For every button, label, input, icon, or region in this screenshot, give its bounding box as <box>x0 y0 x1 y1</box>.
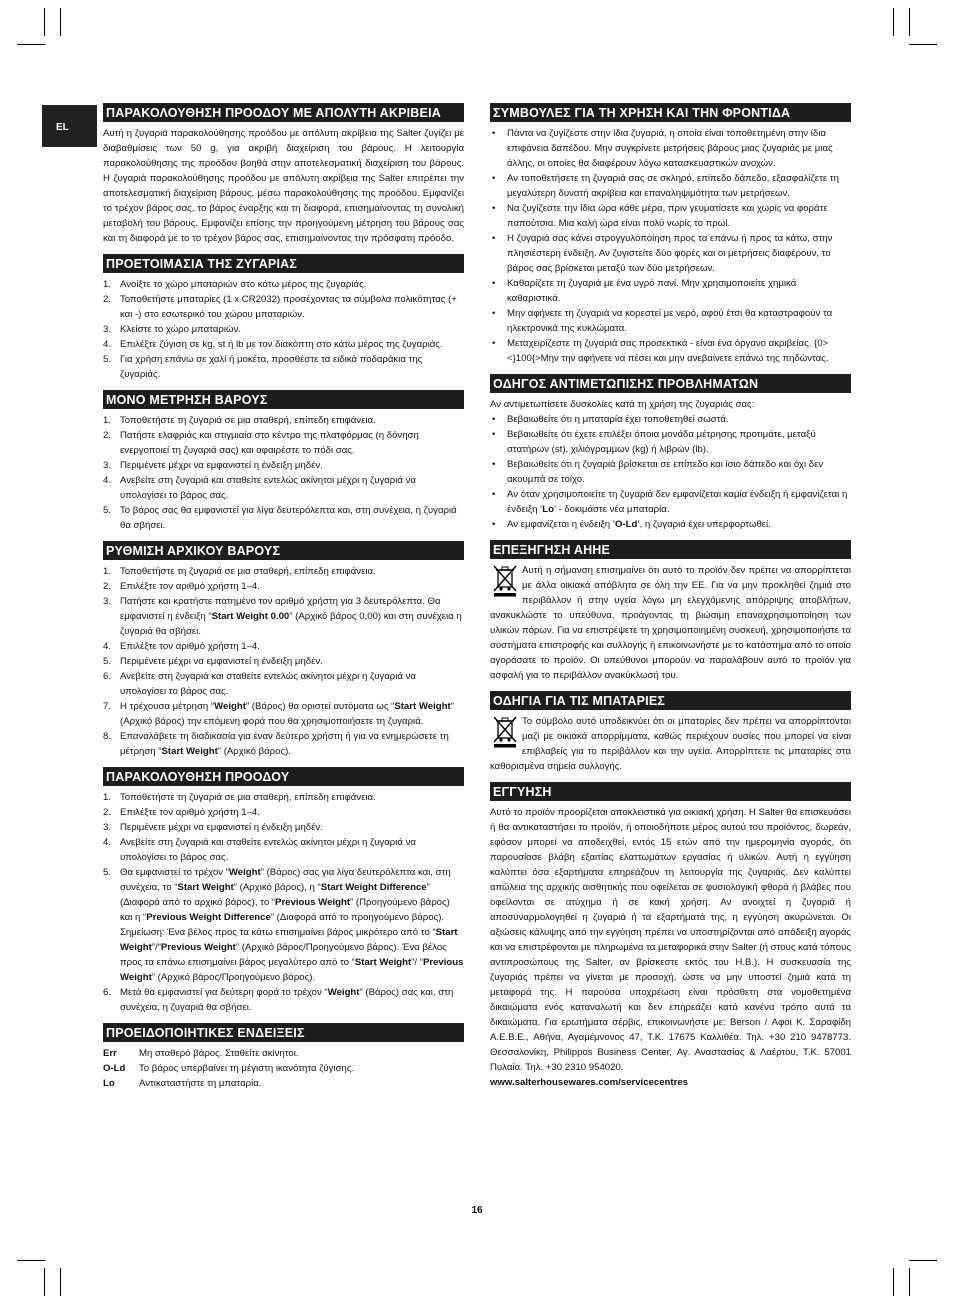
item-number: 2. <box>103 430 112 441</box>
item-text: Αν εμφανίζεται η ένδειξη ‘O-Ld’, η ζυγαριά έχει υπερφορτωθεί. <box>507 519 771 530</box>
list-item <box>490 427 851 457</box>
item-text: Τοποθετήστε τη ζυγαριά σε μια σταθερή, επίπεδη επιφάνεια. <box>120 415 376 426</box>
item-number: 1. <box>103 415 112 426</box>
item-text: Επιλέξτε ζύγιση σε kg, st ή lb με τον διακόπτη στο κάτω μέρος της ζυγαριάς. <box>120 339 443 350</box>
item-number: 5. <box>103 656 112 667</box>
item-text: Τοποθετήστε τη ζυγαριά σε μια σταθερή, επίπεδη επιφάνεια. <box>120 566 376 577</box>
numbered-list <box>103 564 464 759</box>
section-heading: ΠΑΡΑΚΟΛΟΥΘΗΣΗ ΠΡΟΟΔΟΥ ΜΕ ΑΠΟΛΥΤΗ ΑΚΡΙΒΕΙΑ <box>103 103 464 122</box>
right-column <box>490 103 851 1098</box>
item-text: Τοποθετήστε μπαταρίες (1 x CR2032) προσέχοντας τα σύμβολα πολικότητας (+ και -) στο εσωτερικό του χώρου μπαταριών. <box>120 294 457 320</box>
item-text: Ανεβείτε στη ζυγαριά και σταθείτε εντελώς ακίνητοι μέχρι η ζυγαριά να υπολογίσει το βάρος σας. <box>120 671 416 697</box>
list-item <box>103 729 464 759</box>
list-item <box>103 277 464 292</box>
section-heading: ΠΑΡΑΚΟΛΟΥΘΗΣΗ ΠΡΟΟΔΟΥ <box>103 767 464 786</box>
section-heading: ΟΔΗΓΟΣ ΑΝΤΙΜΕΤΩΠΙΣΗΣ ΠΡΟΒΛΗΜΑΤΩΝ <box>490 374 851 393</box>
item-text: Θα εμφανιστεί το τρέχον “Weight” (Βάρος) σας για λίγα δευτερόλεπτα και, στη συνέχεια, το “Start Weight” (Αρχικό βάρος), η “Start Weight Difference” (Διαφορά από το αρχικό βάρος), το “Previous Weight” (Προηγούμενο βάρος) και η “Previous Weight Difference” (Διαφορά από το προηγούμενο βάρος). Σημείωση: Ένα βέλος προς τα κάτω επισημαίνει βάρος μικρότερο από το “Start Weight”/“Previous Weight” (Αρχικό βάρος/Προηγούμενο βάρος). Ένα βέλος προς τα επάνω επισημαίνει βάρος μεγαλύτερο από το “Start Weight”/ “Previous Weight” (Αρχικό βάρος/Προηγούμενο βάρος). <box>120 867 464 983</box>
section-heading: ΕΓΓΥΗΣΗ <box>490 782 851 801</box>
item-text: Μετά θα εμφανιστεί για δεύτερη φορά το τρέχον “Weight” (Βάρος) σας και, στη συνέχεια, η ζυγαριά θα σβήσει. <box>120 987 454 1013</box>
item-text: Για χρήση επάνω σε χαλί ή μοκέτα, προσθέστε τα ειδικά ποδαράκια της ζυγαριάς. <box>120 354 423 380</box>
bullet: • <box>492 459 496 470</box>
bullet: • <box>492 203 496 214</box>
item-number: 1. <box>103 566 112 577</box>
numbered-list <box>103 790 464 1015</box>
item-number: 4. <box>103 837 112 848</box>
bullet: • <box>492 519 496 530</box>
list-item <box>103 352 464 382</box>
section-heading: ΡΥΘΜΙΣΗ ΑΡΧΙΚΟΥ ΒΑΡΟΥΣ <box>103 541 464 560</box>
section-text: Αυτή η σήμανση επισημαίνει ότι αυτό το προϊόν δεν πρέπει να απορρίπτεται με άλλα οικιακά απόβλητα σε όλη την ΕΕ. Για να μην προκληθεί ζημιά στο περιβάλλον ή στην υγεία λόγω μη ελεγχόμενης απόρριψης αποβλήτων, ανακυκλώστε το υπεύθυνα, προάγοντας τη βιώσιμη επαναχρησιμοποίηση των υλικών πόρων. Για να επιστρέψετε τη χρησιμοποιημένη συσκευή, χρησιμοποιήστε τα συστήματα επιστροφής και συλλογής ή επικοινωνήστε με το κατάστημα από το οποίο αγοράσατε το προϊόν. Οι υπεύθυνοι μπορούν να παραλάβουν αυτό το προϊόν για ασφαλή για το περιβάλλον ανακύκλωσή του. <box>490 565 851 681</box>
item-text: Πατήστε και κρατήστε πατημένο τον αριθμό χρήστη για 3 δευτερόλεπτα. Θα εμφανιστεί η ένδειξη “Start Weight 0.00” (Αρχικό βάρος 0,00) και στη συνέχεια η ζυγαριά θα σβήσει. <box>120 596 462 637</box>
section <box>490 782 851 1090</box>
bullet: • <box>492 338 496 349</box>
crop-mark <box>909 1260 937 1261</box>
list-item <box>490 487 851 517</box>
item-text: Περιμένετε μέχρι να εμφανιστεί η ένδειξη μηδέν. <box>120 460 323 471</box>
numbered-list <box>103 277 464 382</box>
item-number: 4. <box>103 641 112 652</box>
crop-mark <box>909 44 937 45</box>
list-item <box>490 412 851 427</box>
item-number: 1. <box>103 279 112 290</box>
list-item <box>103 865 464 985</box>
warning-code: Lo <box>103 1078 115 1089</box>
item-number: 2. <box>103 807 112 818</box>
numbered-list <box>103 413 464 533</box>
section-paragraph <box>490 563 851 683</box>
bullet: • <box>492 489 496 500</box>
item-number: 6. <box>103 987 112 998</box>
item-number: 5. <box>103 505 112 516</box>
warning-code: Err <box>103 1048 117 1059</box>
item-number: 7. <box>103 701 112 712</box>
section <box>103 1023 464 1091</box>
crop-mark <box>17 44 45 45</box>
list-item <box>103 322 464 337</box>
warning-text: Μη σταθερό βάρος. Σταθείτε ακίνητοι. <box>139 1048 299 1059</box>
section-paragraph <box>490 714 851 774</box>
bullet: • <box>492 308 496 319</box>
warning-code: O-Ld <box>103 1063 126 1074</box>
list-item <box>103 337 464 352</box>
section <box>490 103 851 366</box>
item-text: Ανοίξτε το χώρο μπαταριών στο κάτω μέρος της ζυγαριάς. <box>120 279 367 290</box>
service-link[interactable]: www.salterhousewares.com/servicecentres <box>490 1077 689 1088</box>
crop-mark <box>893 8 894 36</box>
bullet: • <box>492 278 496 289</box>
item-text: Καθαρίζετε τη ζυγαριά με ένα υγρό πανί. Μην χρησιμοποιείτε χημικά καθαριστικά. <box>507 278 797 304</box>
item-text: Ανεβείτε στη ζυγαριά και σταθείτε εντελώς ακίνητοι μέχρι η ζυγαριά να υπολογίσει το βάρος σας. <box>120 475 416 501</box>
section <box>103 103 464 246</box>
item-number: 2. <box>103 581 112 592</box>
crop-mark <box>44 8 45 36</box>
section-heading: ΣΥΜΒΟΥΛΕΣ ΓΙΑ ΤΗ ΧΡΗΣΗ ΚΑΙ ΤΗΝ ΦΡΟΝΤΙΔΑ <box>490 103 851 122</box>
item-text: Μεταχειρίζεστε τη ζυγαριά σας προσεκτικά - είναι ένα όργανο ακριβείας. {0><}100{>Μην την αφήνετε να πέσει και μην ανεβαίνετε επάνω της πηδώντας. <box>507 338 829 364</box>
section <box>103 390 464 533</box>
section <box>490 691 851 774</box>
item-text: Τοποθετήστε τη ζυγαριά σε μια σταθερή, επίπεδη επιφάνεια. <box>120 792 376 803</box>
bullet: • <box>492 128 496 139</box>
list-item <box>490 336 851 366</box>
item-text: Πατήστε ελαφριάς και στιγμιαία στο κέντρο της πλατφόρμας (η δόνηση ενεργοποιεί τη ζυγαριά σας) και αφαιρέστε το πόδι σας. <box>120 430 419 456</box>
item-text: Να ζυγίζεστε την ίδια ώρα κάθε μέρα, πριν γευματίσετε και χωρίς να φοράτε παπούτσια. Μια καλή ώρα είναι πολύ νωρίς το πρωί. <box>507 203 828 229</box>
item-text: Επαναλάβετε τη διαδικασία για έναν δεύτερο χρήστη ή για να ενημερώσετε τη μέτρηση “Start Weight” (Αρχικό βάρος). <box>120 731 449 757</box>
item-text: Ανεβείτε στη ζυγαριά και σταθείτε εντελώς ακίνητοι μέχρι η ζυγαριά να υπολογίσει το βάρος σας. <box>120 837 416 863</box>
bullet: • <box>492 414 496 425</box>
list-item <box>103 639 464 654</box>
item-text: Κλείστε το χώρο μπαταριών. <box>120 324 241 335</box>
list-item <box>103 503 464 533</box>
section-intro: Αν αντιμετωπίσετε δυσκολίες κατά τη χρήση της ζυγαριάς σας: <box>490 399 755 410</box>
item-number: 5. <box>103 354 112 365</box>
item-number: 3. <box>103 822 112 833</box>
item-text: Η τρέχουσα μέτρηση “Weight” (Βάρος) θα οριστεί αυτόματα ως “Start Weight” (Αρχικό βάρος) την επόμενη φορά που θα χρησιμοποιήσετε τη ζυγαριά. <box>120 701 454 727</box>
item-number: 3. <box>103 596 112 607</box>
list-item <box>490 201 851 231</box>
list-item <box>103 564 464 579</box>
list-item <box>103 413 464 428</box>
item-text: Περιμένετε μέχρι να εμφανιστεί η ένδειξη μηδέν. <box>120 656 323 667</box>
list-item <box>103 790 464 805</box>
crop-mark <box>44 1268 45 1296</box>
item-number: 6. <box>103 671 112 682</box>
list-item <box>490 457 851 487</box>
bullet: • <box>492 233 496 244</box>
item-text: Επιλέξτε τον αριθμό χρήστη 1–4. <box>120 581 260 592</box>
section-text: Το σύμβολο αυτό υποδεικνύει ότι οι μπαταρίες δεν πρέπει να απορρίπτονται μαζί με οικιακά απορρίμματα, καθώς περιέχουν ουσίες που μπορεί να είναι επιβλαβείς για το περιβάλλον και την υγεία. Απορρίπτετε τις μπαταρίες στα καθορισμένα σημεία συλλογής. <box>490 716 851 772</box>
left-column <box>103 103 464 1099</box>
crop-mark <box>60 8 61 36</box>
item-text: Επιλέξτε τον αριθμό χρήστη 1–4. <box>120 641 260 652</box>
list-item <box>490 306 851 336</box>
item-text: Αν τοποθετήσετε τη ζυγαριά σας σε σκληρό, επίπεδο δάπεδο, εξασφαλίζετε τη μεγαλύτερη δυνατή ακρίβεια και επαναληψιμότητα των μετρήσεων. <box>507 173 839 199</box>
section <box>103 767 464 1015</box>
section-heading: ΠΡΟΕΙΔΟΠΟΙΗΤΙΚΕΣ ΕΝΔΕΙΞΕΙΣ <box>103 1023 464 1042</box>
list-item <box>103 835 464 865</box>
bullet: • <box>492 429 496 440</box>
item-text: Βεβαιωθείτε ότι η ζυγαριά βρίσκεται σε επίπεδο και ίσιο δάπεδο και όχι δεν ακουμπά σε τοίχο. <box>507 459 824 485</box>
list-item <box>490 517 851 532</box>
section-paragraph: Αυτό το προϊόν προορίζεται αποκλειστικά για οικιακή χρήση. Η Salter θα επισκευάσει ή θα αντικαταστήσει το προϊόν, ή οποιοδήποτε μέρος αυτού του προϊόντος, δωρεάν, εφόσον μπορεί να αποδειχθεί, εντός 15 ετών από την ημερομηνία αγοράς, ότι παρουσίασε βλάβη εξαιτίας ελαττωμάτων εργασίας ή υλικών. Αυτή η εγγύηση καλύπτει όσα εξαρτήματα επηρεάζουν τη λειτουργία της ζυγαριάς. Δεν καλύπτει απώλεια της αρχικής αισθητικής που οφείλεται σε φυσιολογική φθορά ή βλάβες που οφείλονται σε ατύχημα ή σε κακή χρήση. Αν ανοιχτεί η ζυγαριά ή αποσυναρμολογηθεί η ζυγαριά ή τα εξαρτήματά της, η εγγύηση ακυρώνεται. Οι αξιώσεις κάλυψης από την εγγύηση πρέπει να υποστηρίζονται από απόδειξη αγοράς και να επιστρέφονται με πληρωμένα τα μεταφορικά στην Salter (ή στους κατά τόπους αντιπροσώπους της Salter, αν βρίσκεστε εκτός του Η.Β.). Η συσκευασία της ζυγαριάς πρέπει να γίνεται με προσοχή, ώστε να μην υποστεί ζημιά κατά τη μεταφορά της. Η παρούσα υποχρέωση είναι πρόσθετη στα νομοθετημένα δικαιώματα ενός καταναλωτή και δεν επηρεάζει κατά κανένα τρόπο αυτά τα δικαιώματα. Για ερωτήματα σέρβις, επικοινωνήστε με: Berson / Αφοι Κ. Σαραφίδη Α.Ε.Β.Ε., Αθήνα, Αγαμέμνονος 47, Τ.Κ. 17675 Καλλιθέα. Τηλ. +30 210 9478773. Θεσσαλονίκη, Philippos Business Center, Αγ. Αναστασίας & Λαέρτου, Τ.Κ. 57001 Πυλαία. Τηλ. +30 2310 954020. <box>490 807 851 1073</box>
item-text: Βεβαιωθείτε ότι η μπαταρία έχει τοποθετηθεί σωστά. <box>507 414 729 425</box>
warning-codes <box>103 1046 464 1091</box>
warning-text: Αντικαταστήστε τη μπαταρία. <box>139 1078 262 1089</box>
list-item <box>103 669 464 699</box>
item-number: 8. <box>103 731 112 742</box>
section-heading: ΜΟΝΟ ΜΕΤΡΗΣΗ ΒΑΡΟΥΣ <box>103 390 464 409</box>
section <box>490 374 851 532</box>
list-item <box>490 126 851 171</box>
item-number: 3. <box>103 460 112 471</box>
section <box>103 254 464 382</box>
item-number: 4. <box>103 339 112 350</box>
list-item <box>103 292 464 322</box>
list-item <box>490 231 851 276</box>
list-item <box>103 805 464 820</box>
section-heading: ΟΔΗΓΙΑ ΓΙΑ ΤΙΣ ΜΠΑΤΑΡΙΕΣ <box>490 691 851 710</box>
crossed-bin-icon <box>492 714 518 748</box>
list-item <box>103 428 464 458</box>
crop-mark <box>17 1260 45 1261</box>
language-tab: EL <box>42 105 97 147</box>
item-number: 3. <box>103 324 112 335</box>
item-text: Το βάρος σας θα εμφανιστεί για λίγα δευτερόλεπτα και, στη συνέχεια, η ζυγαριά θα σβήσει. <box>120 505 457 531</box>
item-number: 4. <box>103 475 112 486</box>
item-text: Πάντα να ζυγίζεστε στην ίδια ζυγαριά, η οποία είναι τοποθετημένη στην ίδια επιφάνεια δαπέδου. Μην συγκρίνετε μετρήσεις βάρους μιας ζυγαριάς με μιας άλλης, οι οποίες θα διαφέρουν λόγω κατασκευαστικών ανοχών. <box>507 128 833 169</box>
list-item <box>490 171 851 201</box>
item-number: 1. <box>103 792 112 803</box>
list-item <box>490 276 851 306</box>
item-text: Μην αφήνετε τη ζυγαριά να κορεστεί με νερό, αφού έτσι θα καταστραφούν τα ηλεκτρονικά της κυκλώματα. <box>507 308 833 334</box>
item-text: Αν όταν χρησιμοποιείτε τη ζυγαριά δεν εμφανίζεται καμία ένδειξη ή εμφανίζεται η ένδειξη ‘Lo’ - δοκιμάστε νέα μπαταρία. <box>507 489 848 515</box>
section <box>103 541 464 759</box>
item-number: 5. <box>103 867 112 878</box>
list-item <box>103 985 464 1015</box>
list-item <box>103 473 464 503</box>
list-item <box>103 458 464 473</box>
list-item <box>103 820 464 835</box>
list-item <box>103 594 464 639</box>
item-text: Επιλέξτε τον αριθμό χρήστη 1–4. <box>120 807 260 818</box>
list-item <box>103 654 464 669</box>
bullet-list <box>490 126 851 366</box>
crop-mark <box>909 8 910 36</box>
item-number: 2. <box>103 294 112 305</box>
bullet: • <box>492 173 496 184</box>
crop-mark <box>909 1268 910 1296</box>
crossed-bin-icon <box>492 563 518 597</box>
crop-mark <box>60 1268 61 1296</box>
item-text: Περιμένετε μέχρι να εμφανιστεί η ένδειξη μηδέν. <box>120 822 323 833</box>
item-text: Η ζυγαριά σας κάνει στρογγυλοποίηση προς τα επάνω ή προς τα κάτω, στην πλησιέστερη ένδειξη. Αν ζυγιστείτε δύο φορές και οι μετρήσεις διαφέρουν, το βάρος σας βρίσκεται μεταξύ των δύο μετρήσεων. <box>507 233 833 274</box>
item-text: Βεβαιωθείτε ότι έχετε επιλέξει όποια μονάδα μέτρησης προτιμάτε, μεταξύ στατήρων (st), χιλιόγραμμων (kg) ή λιβρών (lb). <box>507 429 816 455</box>
bullet-list <box>490 412 851 532</box>
page-number: 16 <box>471 1205 483 1216</box>
list-item <box>103 579 464 594</box>
section-heading: ΠΡΟΕΤΟΙΜΑΣΙΑ ΤΗΣ ΖΥΓΑΡΙΑΣ <box>103 254 464 273</box>
list-item <box>103 699 464 729</box>
section <box>490 540 851 683</box>
crop-mark <box>893 1268 894 1296</box>
section-heading: ΕΠΕΞΗΓΗΣΗ ΑΗΗΕ <box>490 540 851 559</box>
section-paragraph: Αυτή η ζυγαριά παρακολούθησης προόδου με απόλυτη ακρίβεια της Salter ζυγίζει με διαβαθμίσεις των 50 g, για ακριβή διαχείριση του βάρους. Η λειτουργία παρακολούθησης της προόδου βοηθά στην αποτελεσματική διαχείριση του βάρους. Η ζυγαριά παρακολούθησης προόδου με απόλυτη ακρίβεια της Salter επιτρέπει την αποτελεσματική διαχείριση βάρους, μέσω παρακολούθησης της προόδου. Εμφανίζει το τρέχον βάρος σας, το βάρος έναρξης και τη διαφορά, επισημαίνοντας τη συνολική μεταβολή του βάρους. Εμφανίζει επίσης την προηγούμενη μέτρηση του βάρους σας και τη διαφορά με το το τρέχον βάρος σας, επισημαίνοντας την πρόσφατη πρόοδο. <box>103 128 464 244</box>
warning-text: Το βάρος υπερβαίνει τη μέγιστη ικανότητα ζύγισης. <box>139 1063 355 1074</box>
